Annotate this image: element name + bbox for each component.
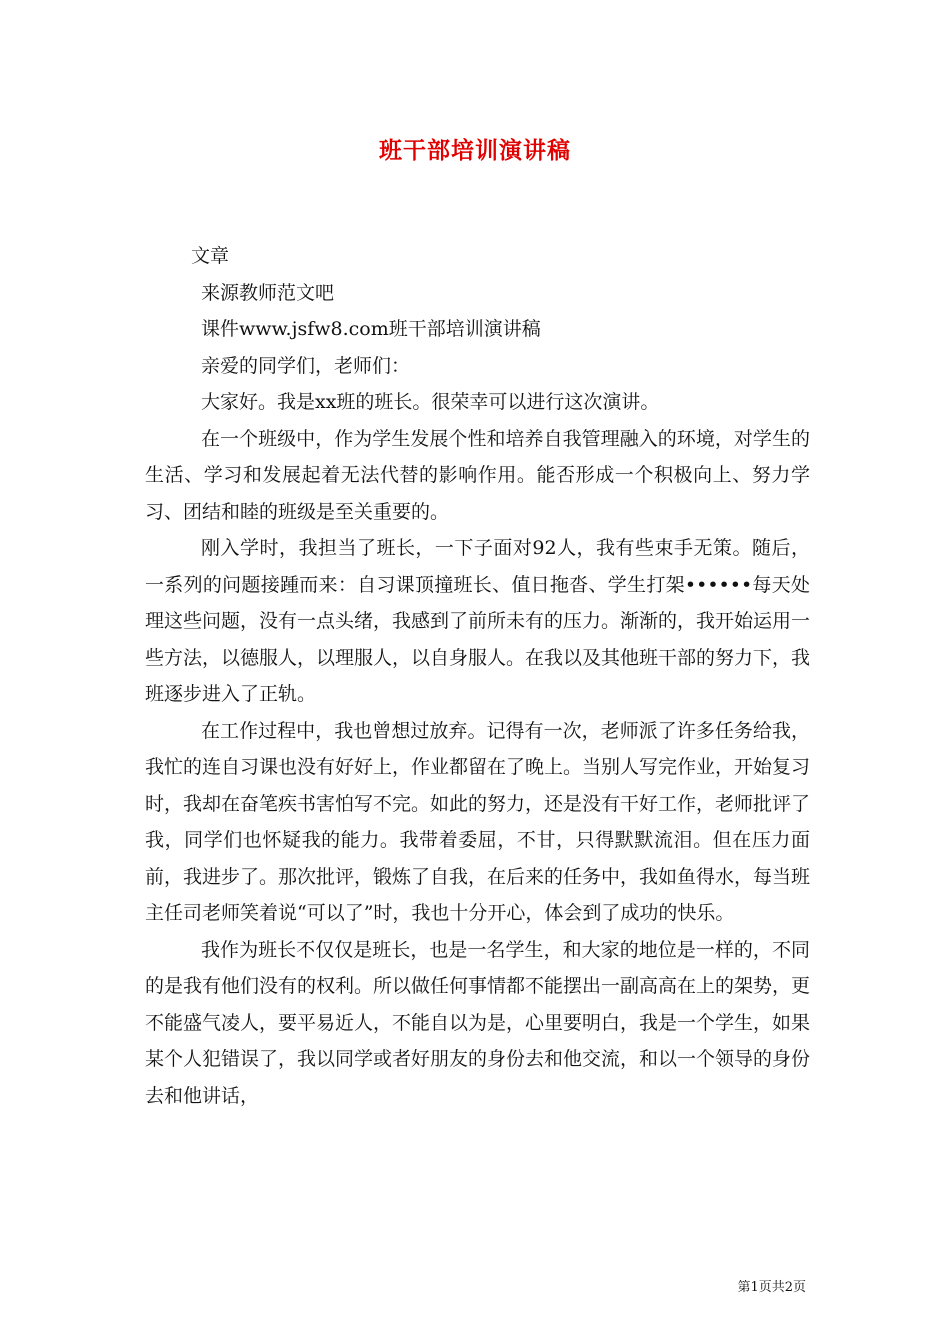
header-line-greeting: 亲爱的同学们，老师们：	[201, 354, 411, 377]
document-title: 班干部培训演讲稿	[379, 137, 571, 164]
paragraph: 刚入学时，我担当了班长，一下子面对92人，我有些束手无策。随后，一系列的问题接踵而来：自习课顶撞班长、值日拖沓、学生打架••••••每天处理这些问题，没有一点头绪，我感到了前所未有的压力。渐渐的，我开始运用一些方法，以德服人，以理服人，以自身服人。在我以及其他班干部的努力下，我班逐步进入了正轨。	[145, 537, 811, 705]
header-line-source-label: 文章	[191, 245, 230, 267]
header-line-source: 来源教师范文吧	[201, 281, 335, 304]
header-line-intro: 大家好。我是xx班的班长。很荣幸可以进行这次演讲。	[201, 391, 660, 413]
paragraph: 我作为班长不仅仅是班长，也是一名学生，和大家的地位是一样的，不同的是我有他们没有的权利。所以做任何事情都不能摆出一副高高在上的架势，更不能盛气凌人，要平易近人，不能自以为是，心里要明白，我是一个学生，如果某个人犯错误了，我以同学或者好朋友的身份去和他交流，和以一个领导的身份去和他讲话，	[145, 938, 811, 1107]
document-body	[145, 238, 810, 1114]
page-number: 第1页共2页	[737, 1280, 806, 1295]
paragraph: 在工作过程中，我也曾想过放弃。记得有一次，老师派了许多任务给我，我忙的连自习课也没有好好上，作业都留在了晚上。当别人写完作业，开始复习时，我却在奋笔疾书害怕写不完。如此的努力，还是没有干好工作，老师批评了我，同学们也怀疑我的能力。我带着委屈，不甘，只得默默流泪。但在压力面前，我进步了。那次批评，锻炼了自我，在后来的任务中，我如鱼得水，每当班主任司老师笑着说“可以了”时，我也十分开心，体会到了成功的快乐。	[145, 719, 811, 924]
header-line-courseware: 课件www.jsfw8.com班干部培训演讲稿	[201, 318, 541, 340]
paragraph: 在一个班级中，作为学生发展个性和培养自我管理融入的环境，对学生的生活、学习和发展起着无法代替的影响作用。能否形成一个积极向上、努力学习、团结和睦的班级是至关重要的。	[145, 427, 810, 523]
